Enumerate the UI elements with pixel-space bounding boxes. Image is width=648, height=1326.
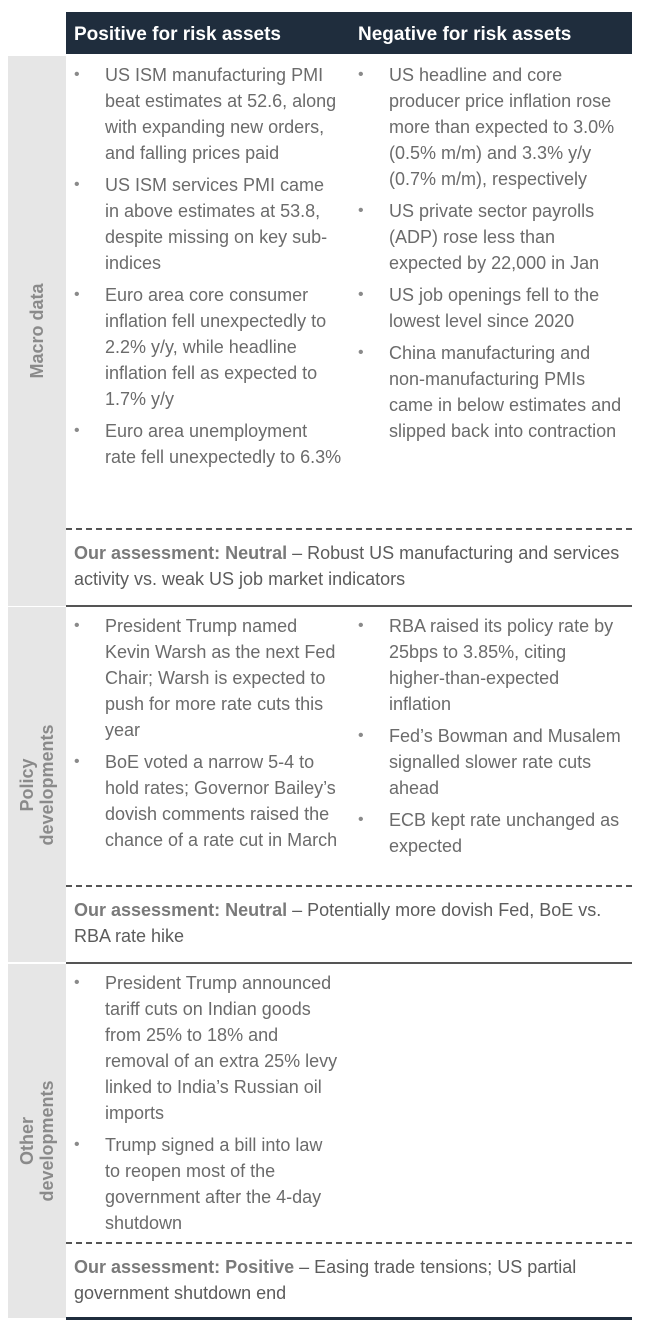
section-macro-data <box>0 56 632 606</box>
assessment: Our assessment: Neutral – Potentially more dovish Fed, BoE vs. RBA rate hike <box>74 900 602 946</box>
list-item: • US ISM manufacturing PMI beat estimates at 52.6, along with expanding new orders, and falling prices paid <box>72 62 342 166</box>
negative-column <box>356 613 626 865</box>
section-side-label: Policy developments <box>8 607 66 962</box>
positive-column <box>72 613 342 859</box>
positive-header: Positive for risk assets <box>74 24 281 45</box>
section-side-label: Other developments <box>8 964 66 1318</box>
list-item: • President Trump announced tariff cuts on Indian goods from 25% to 18% and removal of an extra 25% levy linked to India’s Russian oil imports <box>72 970 342 1126</box>
list-item: • Fed’s Bowman and Musalem signalled slower rate cuts ahead <box>356 723 626 801</box>
negative-column <box>356 62 626 450</box>
list-item: • Euro area unemployment rate fell unexpectedly to 6.3% <box>72 418 342 470</box>
list-item: • President Trump named Kevin Warsh as the next Fed Chair; Warsh is expected to push for more rate cuts this year <box>72 613 342 743</box>
divider <box>66 885 632 887</box>
section-side-label: Macro data <box>8 56 66 606</box>
section-policy <box>0 607 632 962</box>
positive-column <box>72 62 342 476</box>
list-item: • US headline and core producer price inflation rose more than expected to 3.0% (0.5% m/m) and 3.3% y/y (0.7% m/m), respectively <box>356 62 626 192</box>
list-item: • ECB kept rate unchanged as expected <box>356 807 626 859</box>
list-item: • BoE voted a narrow 5-4 to hold rates; Governor Bailey’s dovish comments raised the chance of a rate cut in March <box>72 749 342 853</box>
table-header <box>66 12 632 54</box>
negative-header: Negative for risk assets <box>358 24 572 45</box>
list-item: • US ISM services PMI came in above estimates at 53.8, despite missing on key sub-indices <box>72 172 342 276</box>
assessment: Our assessment: Neutral – Robust US manufacturing and services activity vs. weak US job market indicators <box>74 543 620 589</box>
list-item: • China manufacturing and non-manufacturing PMIs came in below estimates and slipped back into contraction <box>356 340 626 444</box>
assessment: Our assessment: Positive – Easing trade tensions; US partial government shutdown end <box>74 1257 577 1303</box>
list-item: • Euro area core consumer inflation fell unexpectedly to 2.2% y/y, while headline inflation fell as expected to 1.7% y/y <box>72 282 342 412</box>
section-other <box>0 964 632 1318</box>
list-item: • US private sector payrolls (ADP) rose less than expected by 22,000 in Jan <box>356 198 626 276</box>
list-item: • US job openings fell to the lowest level since 2020 <box>356 282 626 334</box>
divider <box>66 528 632 530</box>
divider <box>66 1242 632 1244</box>
list-item: • Trump signed a bill into law to reopen most of the government after the 4-day shutdown <box>72 1132 342 1236</box>
positive-column <box>72 970 342 1242</box>
bottom-rule <box>66 1317 632 1320</box>
list-item: • RBA raised its policy rate by 25bps to 3.85%, citing higher-than-expected inflation <box>356 613 626 717</box>
